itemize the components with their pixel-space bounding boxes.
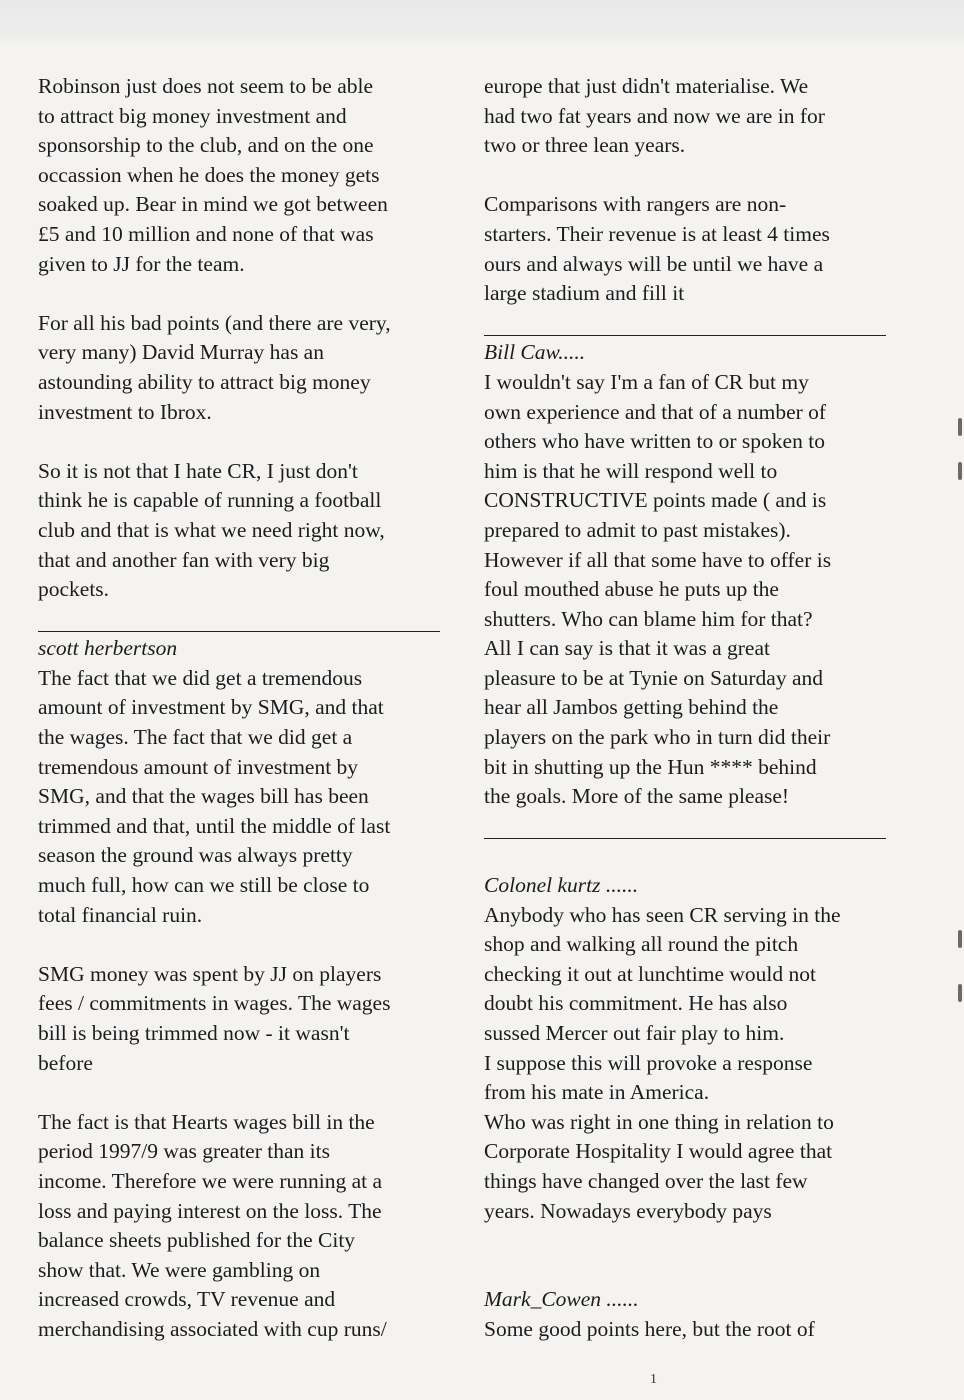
text-line: Some good points here, but the root of (484, 1316, 815, 1341)
paragraph (38, 309, 458, 427)
text-line: starters. Their revenue is at least 4 times (484, 221, 830, 246)
text-line: years. Nowadays everybody pays (484, 1198, 772, 1223)
text-line: sponsorship to the club, and on the one (38, 133, 374, 158)
text-line: club and that is what we need right now, (38, 517, 385, 542)
text-line: very many) David Murray has an (38, 340, 324, 365)
text-line: However if all that some have to offer is (484, 547, 832, 572)
binder-hole-mark (958, 462, 962, 480)
text-line: loss and paying interest on the loss. The (38, 1198, 382, 1223)
text-line: The fact that we did get a tremendous (38, 665, 363, 690)
left-column (38, 72, 458, 1345)
text-line: trimmed and that, until the middle of last (38, 813, 391, 838)
text-line: investment to Ibrox. (38, 399, 212, 424)
text-line: £5 and 10 million and none of that was (38, 221, 374, 246)
text-line: given to JJ for the team. (38, 251, 245, 276)
text-line: prepared to admit to past mistakes). (484, 517, 791, 542)
text-line: merchandising associated with cup runs/ (38, 1316, 387, 1341)
text-line: show that. We were gambling on (38, 1257, 321, 1282)
text-line: astounding ability to attract big money (38, 369, 371, 394)
text-line: bill is being trimmed now - it wasn't (38, 1021, 350, 1045)
paragraph (38, 960, 458, 1078)
paragraph (38, 1108, 458, 1345)
text-line: For all his bad points (and there are very, (38, 310, 391, 335)
separator-rule (484, 309, 904, 339)
text-line: from his mate in America. (484, 1080, 710, 1105)
text-line: checking it out at lunchtime would not (484, 961, 816, 986)
author-name: Bill Caw..... (484, 340, 586, 365)
paragraph (38, 72, 458, 279)
text-line: season the ground was always pretty (38, 843, 353, 868)
text-line: ours and always will be until we have a (484, 251, 824, 276)
text-line: shutters. Who can blame him for that? (484, 606, 813, 631)
text-line: All I can say is that it was a great (484, 636, 770, 661)
text-line: to attract big money investment and (38, 103, 347, 128)
binder-hole-mark (958, 930, 962, 948)
paragraph (38, 457, 458, 605)
paragraph (484, 72, 904, 161)
text-line: own experience and that of a number of (484, 399, 827, 424)
text-line: CONSTRUCTIVE points made ( and is (484, 488, 827, 513)
text-line: increased crowds, TV revenue and (38, 1287, 336, 1312)
text-line: fees / commitments in wages. The wages (38, 991, 391, 1016)
text-line: much full, how can we still be close to (38, 873, 370, 898)
text-line: before (38, 1050, 93, 1075)
text-line: occassion when he does the money gets (38, 162, 380, 187)
text-line: others who have written to or spoken to (484, 429, 825, 454)
separator-rule (484, 812, 904, 842)
text-line: Comparisons with rangers are non- (484, 192, 787, 217)
paragraph (484, 1315, 904, 1345)
text-line: that and another fan with very big (38, 547, 330, 572)
paragraph (484, 368, 904, 812)
text-line: income. Therefore we were running at a (38, 1168, 383, 1193)
author-name: Colonel kurtz ...... (484, 873, 639, 898)
text-line: hear all Jambos getting behind the (484, 695, 779, 720)
text-line: I suppose this will provoke a response (484, 1050, 813, 1075)
text-line: foul mouthed abuse he puts up the (484, 577, 779, 602)
text-line: him is that he will respond well to (484, 458, 778, 483)
text-line: balance sheets published for the City (38, 1228, 356, 1253)
author-name: Mark_Cowen ...... (484, 1287, 639, 1312)
text-line: doubt his commitment. He has also (484, 991, 788, 1016)
text-line: total financial ruin. (38, 902, 203, 927)
text-line: the wages. The fact that we did get a (38, 725, 353, 750)
paragraph (484, 190, 904, 308)
text-line: Corporate Hospitality I would agree that (484, 1139, 833, 1164)
author-name: scott herbertson (38, 636, 178, 661)
binder-hole-mark (958, 418, 962, 436)
text-line: The fact is that Hearts wages bill in the (38, 1109, 375, 1134)
text-line: I wouldn't say I'm a fan of CR but my (484, 369, 809, 394)
text-line: SMG money was spent by JJ on players (38, 961, 382, 986)
text-line: sussed Mercer out fair play to him. (484, 1021, 785, 1045)
text-line: amount of investment by SMG, and that (38, 695, 384, 720)
text-line: the goals. More of the same please! (484, 784, 790, 809)
text-line: So it is not that I hate CR, I just don't (38, 458, 358, 483)
separator-rule (38, 605, 458, 635)
text-line: Who was right in one thing in relation to (484, 1109, 834, 1134)
page-number: 1 (650, 1372, 657, 1387)
binder-hole-mark (958, 984, 962, 1002)
paragraph (38, 664, 458, 930)
text-line: pockets. (38, 577, 110, 602)
text-line: large stadium and fill it (484, 281, 685, 306)
text-line: two or three lean years. (484, 133, 686, 158)
text-line: Robinson just does not seem to be able (38, 74, 374, 98)
text-line: period 1997/9 was greater than its (38, 1139, 330, 1164)
text-line: players on the park who in turn did their (484, 725, 831, 750)
text-line: Anybody who has seen CR serving in the (484, 902, 841, 927)
text-line: think he is capable of running a football (38, 488, 382, 513)
text-line: europe that just didn't materialise. We (484, 74, 809, 98)
text-line: SMG, and that the wages bill has been (38, 784, 369, 809)
text-line: tremendous amount of investment by (38, 754, 359, 779)
text-line: shop and walking all round the pitch (484, 932, 799, 957)
text-line: had two fat years and now we are in for (484, 103, 825, 128)
text-line: pleasure to be at Tynie on Saturday and (484, 665, 824, 690)
right-column (484, 72, 904, 1345)
paragraph (484, 901, 904, 1227)
text-line: soaked up. Bear in mind we got between (38, 192, 388, 217)
text-line: bit in shutting up the Hun **** behind (484, 754, 817, 779)
text-line: things have changed over the last few (484, 1168, 808, 1193)
